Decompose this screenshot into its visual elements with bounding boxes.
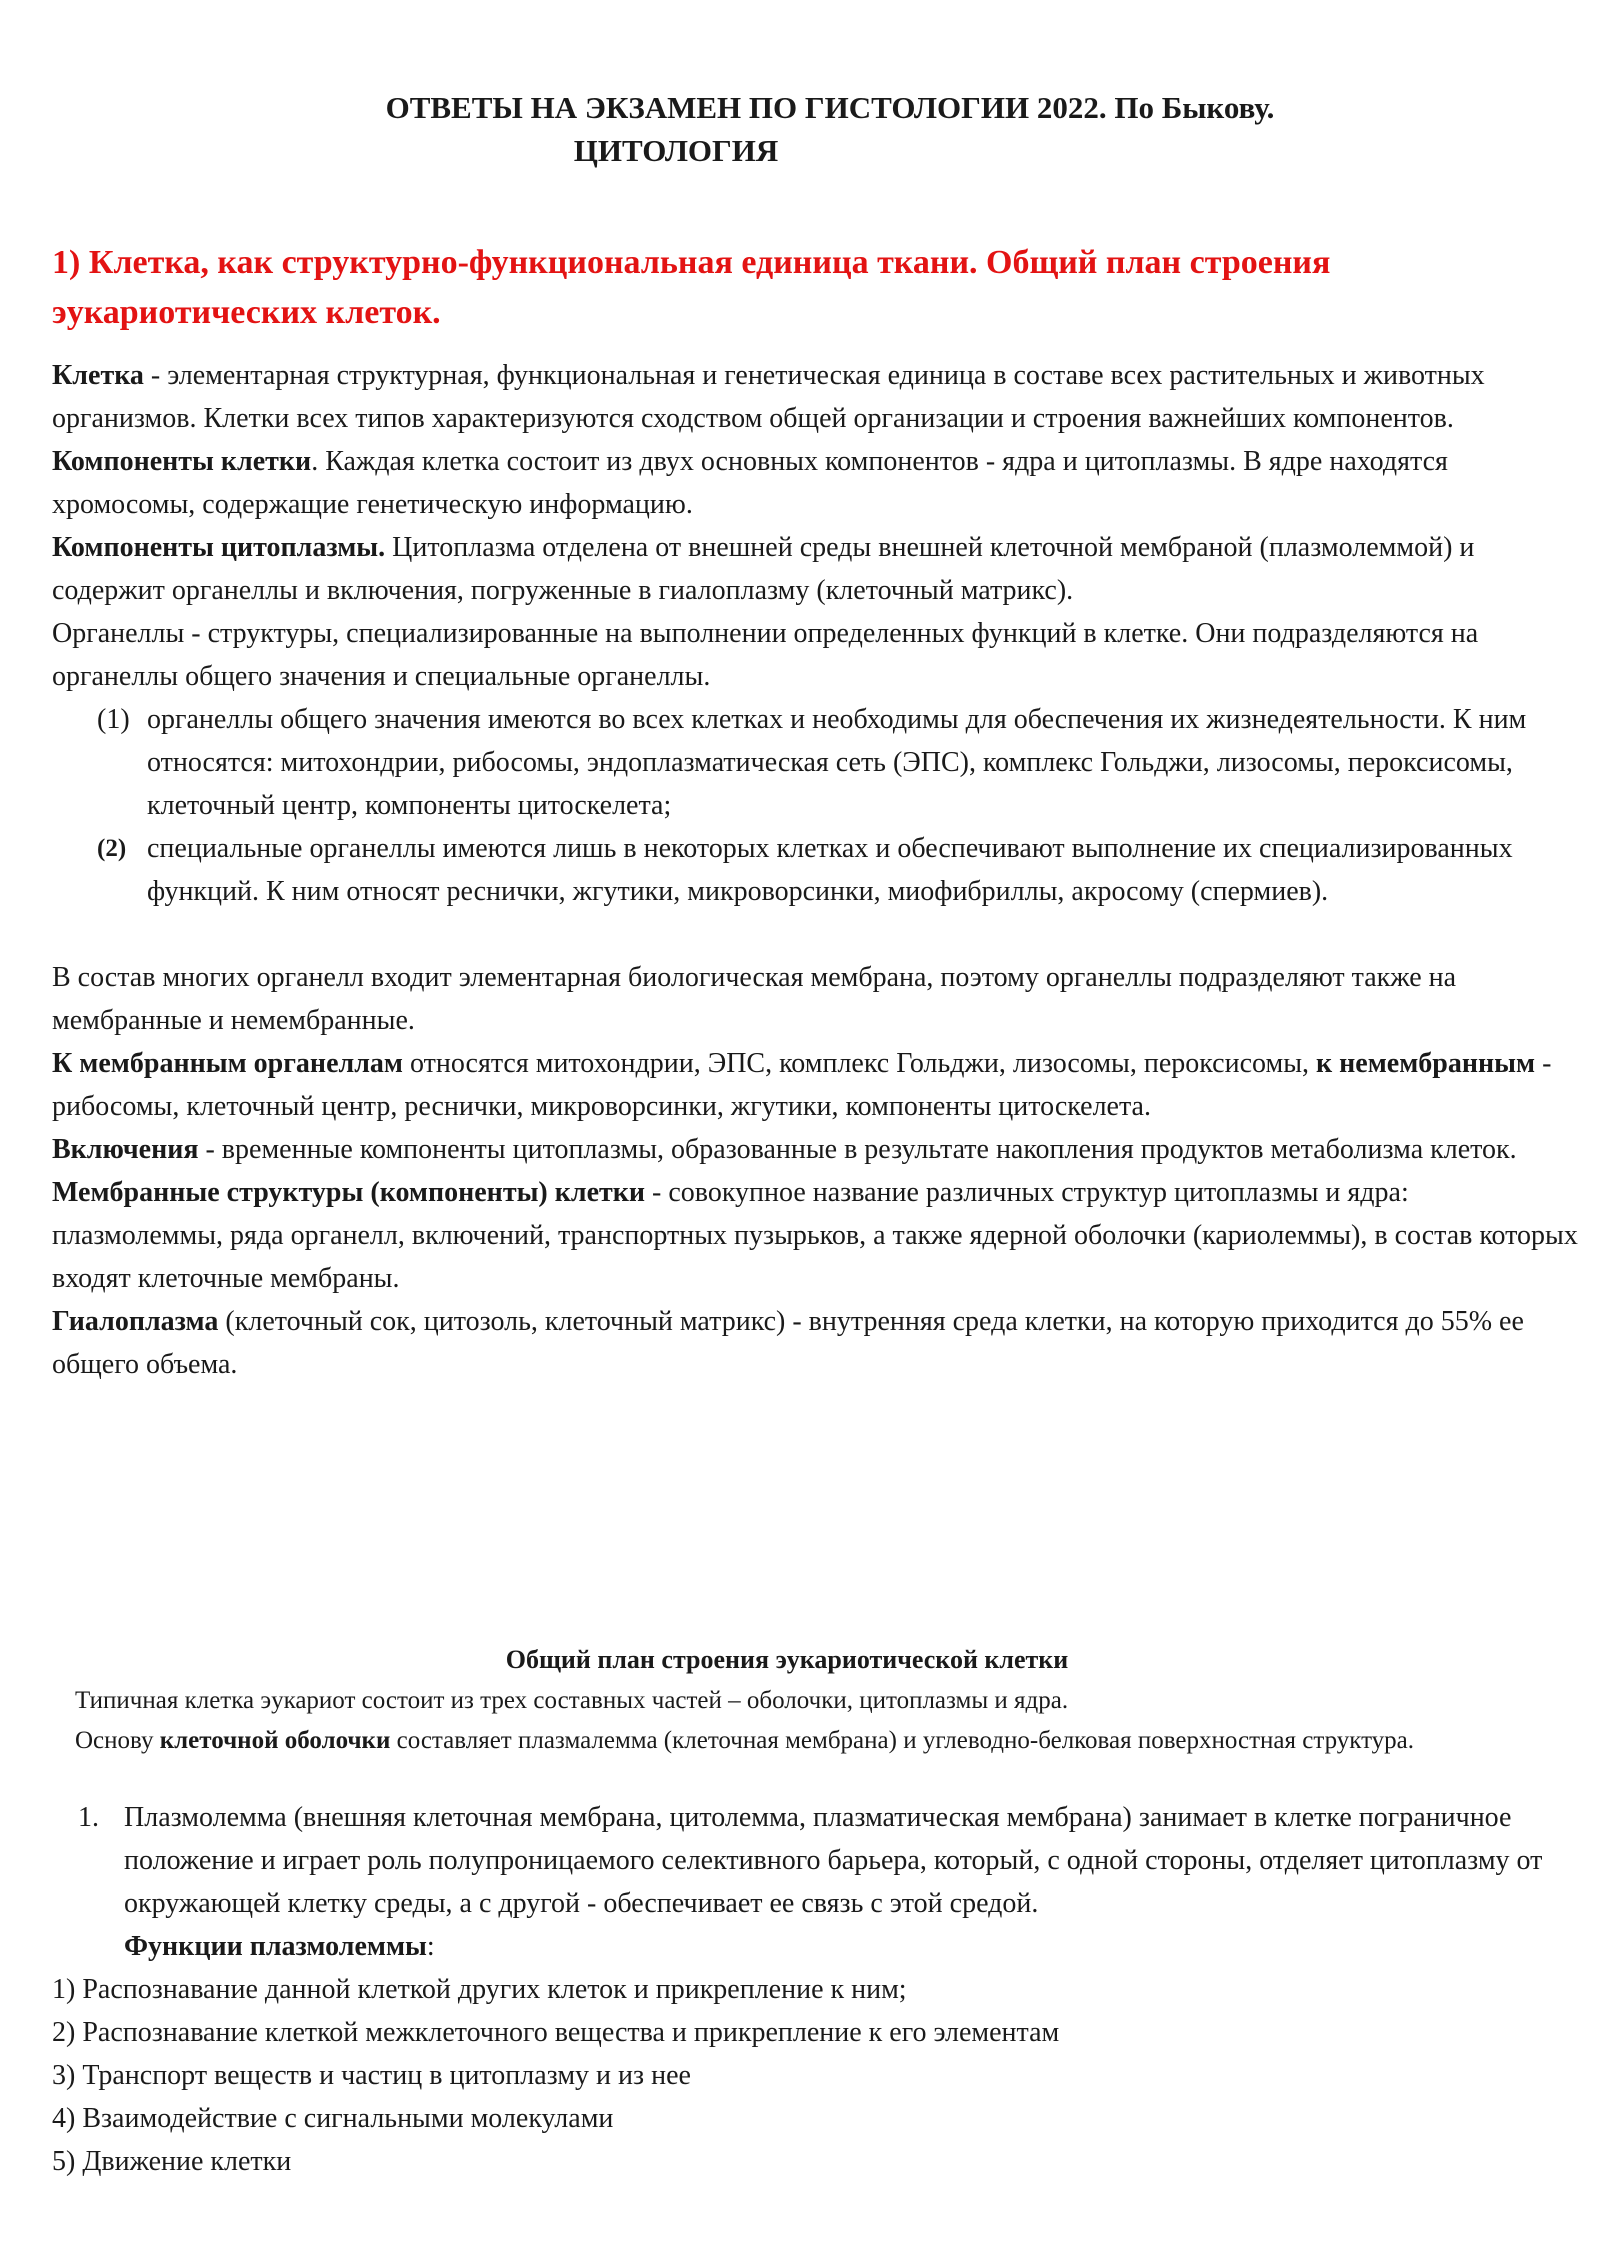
- organelles-list: [52, 698, 1582, 913]
- functions-title: [52, 1925, 1582, 1968]
- paragraph-text: (клеточный сок, цитозоль, клеточный матрикс) - внутренняя среда клетки, на которую приходится до 55% ее общего объема.: [52, 1306, 1524, 1380]
- function-item: 5) Движение клетки: [52, 2146, 292, 2177]
- paragraph-text: - совокупное название различных структур цитоплазмы и ядра: плазмолеммы, ряда органелл, включений, транспортных пузырьков, а также ядерной оболочки (кариолеммы), в состав которых входят клеточные мембраны.: [52, 1177, 1578, 1294]
- paragraph-organelles: Органеллы - структуры, специализированные на выполнении определенных функций в клетке. Они подразделяются на органеллы общего значения и специальные органеллы.: [52, 618, 1479, 692]
- list-text: Плазмолемма (внешняя клеточная мембрана, цитолемма, плазматическая мембрана) занимает в клетке пограничное положение и играет роль полупроницаемого селективного барьера, который, с одной стороны, отделяет цитоплазму от окружающей клетку среды, а с другой - обеспечивает ее связь с этой средой.: [124, 1802, 1543, 1919]
- section-body: [52, 354, 1582, 1386]
- paragraph-cytoplasm-components: [52, 526, 1582, 612]
- list-text: специальные органеллы имеются лишь в некоторых клетках и обеспечивают выполнение их специализированных функций. К ним относят реснички, жгутики, микроворсинки, миофибриллы, акросому (спермиев).: [147, 833, 1513, 907]
- term: клеточной оболочки: [159, 1727, 391, 1754]
- plan-line: Типичная клетка эукариот состоит из трех составных частей – оболочки, цитоплазмы и ядра.: [75, 1687, 1069, 1714]
- paragraph-text: относятся митохондрии, ЭПС, комплекс Гольджи, лизосомы, пероксисомы,: [402, 1048, 1317, 1079]
- plan-title: [0, 1640, 1600, 1680]
- list-item: [52, 827, 1582, 913]
- plan-line: [75, 1721, 1575, 1761]
- function-item: 4) Взаимодействие с сигнальными молекулами: [52, 2103, 614, 2134]
- list-text: органеллы общего значения имеются во всех клетках и необходимы для обеспечения их жизнедеятельности. К ним относятся: митохондрии, рибосомы, эндоплазматическая сеть (ЭПС), комплекс Гольджи, лизосомы, пероксисомы, клеточный центр, компоненты цитоскелета;: [147, 704, 1527, 821]
- paragraph-text: Цитоплазма отделена от внешней среды внешней клеточной мембраной (плазмолеммой) и содержит органеллы и включения, погруженные в гиалоплазму (клеточный матрикс).: [52, 532, 1475, 606]
- paragraph-hyaloplasm: [52, 1300, 1582, 1386]
- paragraph-cell-components: [52, 440, 1582, 526]
- document-subtitle: ЦИТОЛОГИЯ: [573, 133, 779, 168]
- plasmalemma-list: [52, 1796, 1582, 1925]
- paragraph-membrane-structures: [52, 1171, 1582, 1300]
- plan-text: составляет плазмалемма (клеточная мембрана) и углеводно-белковая поверхностная структура.: [390, 1727, 1415, 1754]
- functions-title-colon: :: [426, 1931, 435, 1962]
- term: к немембранным: [1316, 1048, 1536, 1079]
- paragraph-text: . Каждая клетка состоит из двух основных компонентов - ядра и цитоплазмы. В ядре находятся хромосомы, содержащие генетическую информацию.: [52, 446, 1448, 520]
- paragraph-text: - временные компоненты цитоплазмы, образованные в результате накопления продуктов метаболизма клеток.: [198, 1134, 1517, 1165]
- paragraph-membrane-organelles: [52, 1042, 1582, 1128]
- paragraph-cell: [52, 354, 1582, 440]
- term: К мембранным органеллам: [52, 1048, 403, 1079]
- list-number: (1): [97, 704, 130, 735]
- spacer: [52, 913, 1582, 956]
- term: Мембранные структуры (компоненты) клетки: [52, 1177, 646, 1208]
- list-item: [52, 1796, 1582, 1925]
- paragraph-text: - рибосомы, клеточный центр, реснички, микроворсинки, жгутики, компоненты цитоскелета.: [52, 1048, 1552, 1122]
- function-item: 1) Распознавание данной клеткой других клеток и прикрепление к ним;: [52, 1974, 907, 2005]
- list-number: 1.: [78, 1802, 99, 1833]
- paragraph-membranes: В состав многих органелл входит элементарная биологическая мембрана, поэтому органеллы подразделяют также на мембранные и немембранные.: [52, 962, 1457, 1036]
- document-title: ОТВЕТЫ НА ЭКЗАМЕН ПО ГИСТОЛОГИИ 2022. По Быкову.: [385, 90, 1275, 125]
- term: Гиалоплазма: [52, 1306, 219, 1337]
- term: Клетка: [52, 360, 144, 391]
- plan-title-text: Общий план строения эукариотической клетки: [505, 1645, 1069, 1674]
- plan-text: Основу: [75, 1727, 160, 1754]
- plasmalemma-section: [52, 1796, 1582, 2183]
- term: Компоненты цитоплазмы.: [52, 532, 386, 563]
- term: Включения: [52, 1134, 199, 1165]
- function-item: 2) Распознавание клеткой межклеточного вещества и прикрепление к его элементам: [52, 2017, 1060, 2048]
- section-heading: 1) Клетка, как структурно-функциональная единица ткани. Общий план строения эукариотических клеток.: [52, 244, 1331, 331]
- paragraph-text: - элементарная структурная, функциональная и генетическая единица в составе всех растительных и животных организмов. Клетки всех типов характеризуются сходством общей организации и строения важнейших компонентов.: [52, 360, 1485, 434]
- function-item: 3) Транспорт веществ и частиц в цитоплазму и из нее: [52, 2060, 691, 2091]
- paragraph-inclusions: [52, 1128, 1582, 1171]
- term: Компоненты клетки: [52, 446, 312, 477]
- list-item: [52, 698, 1582, 827]
- plan-intro: [75, 1681, 1575, 1761]
- functions-title-text: Функции плазмолеммы: [124, 1931, 427, 1962]
- list-number: (2): [97, 835, 127, 862]
